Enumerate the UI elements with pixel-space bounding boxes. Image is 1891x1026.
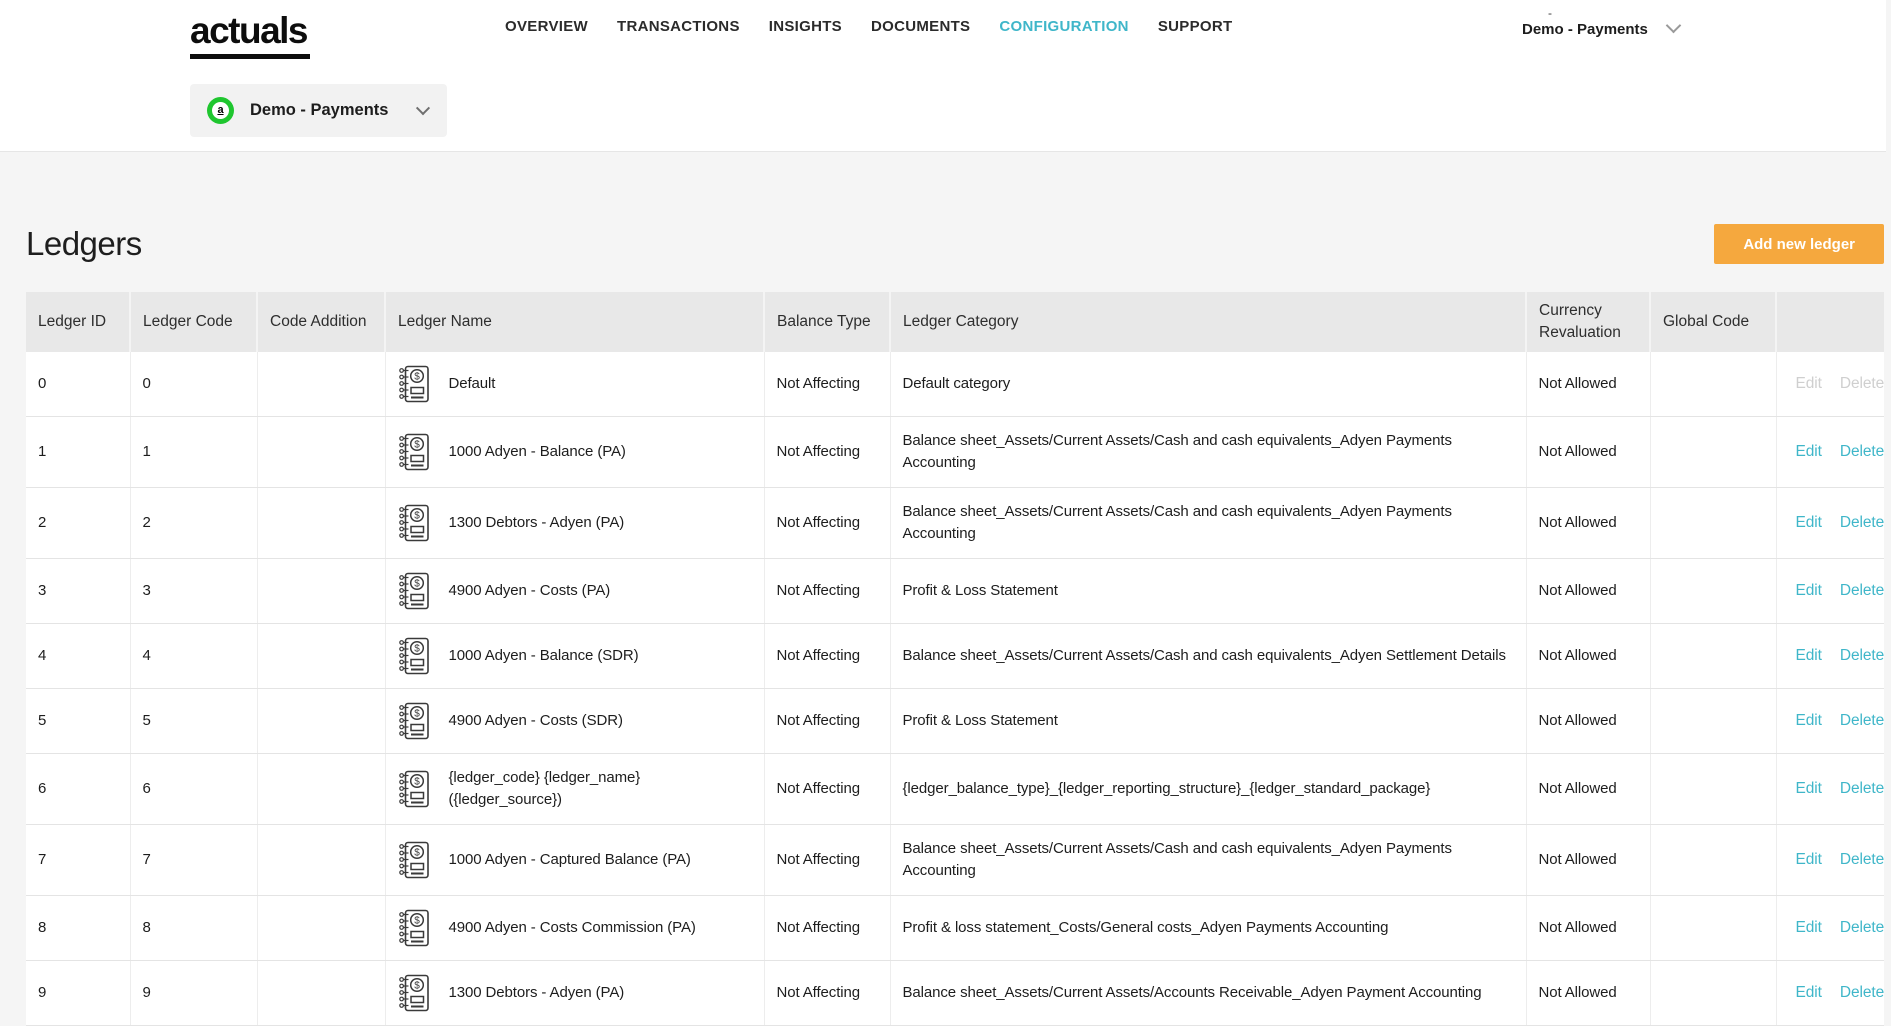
column-header-balance-type: Balance Type xyxy=(764,292,890,352)
cell-currency-revaluation: Not Allowed xyxy=(1526,961,1650,1026)
cell-currency-revaluation: Not Allowed xyxy=(1526,825,1650,896)
cell-ledger-name xyxy=(385,488,764,559)
cell-ledger-name xyxy=(385,559,764,624)
account-secondary-label: - xyxy=(1548,6,1552,20)
column-header-ledger-name: Ledger Name xyxy=(385,292,764,352)
cell-ledger-category: Profit & loss statement_Costs/General costs_Adyen Payments Accounting xyxy=(890,896,1526,961)
edit-link[interactable]: Edit xyxy=(1795,780,1822,797)
page-head xyxy=(26,152,1884,264)
row-actions xyxy=(1776,559,1884,624)
cell-balance-type: Not Affecting xyxy=(764,825,890,896)
edit-link[interactable]: Edit xyxy=(1795,582,1822,599)
column-header-currency-revaluation: Currency Revaluation xyxy=(1526,292,1650,352)
cell-ledger-id: 9 xyxy=(26,961,130,1026)
cell-ledger-name xyxy=(385,754,764,825)
account-label: Demo - Payments xyxy=(1522,21,1648,38)
ledger-book-icon xyxy=(398,433,431,471)
nav-item-transactions[interactable]: TRANSACTIONS xyxy=(616,18,740,35)
top-header xyxy=(0,0,1886,152)
cell-currency-revaluation: Not Allowed xyxy=(1526,754,1650,825)
ledger-name-text: 4900 Adyen - Costs (SDR) xyxy=(448,712,623,729)
add-new-ledger-button[interactable]: Add new ledger xyxy=(1714,224,1884,264)
cell-balance-type: Not Affecting xyxy=(764,559,890,624)
cell-global-code xyxy=(1650,689,1776,754)
cell-ledger-code: 6 xyxy=(130,754,257,825)
svg-text:$: $ xyxy=(413,439,420,451)
ledgers-table-wrap xyxy=(26,292,1884,1026)
cell-currency-revaluation: Not Allowed xyxy=(1526,896,1650,961)
column-header-ledger-code: Ledger Code xyxy=(130,292,257,352)
cell-code-addition xyxy=(257,559,385,624)
cell-global-code xyxy=(1650,624,1776,689)
cell-balance-type: Not Affecting xyxy=(764,417,890,488)
table-row xyxy=(26,488,1884,559)
cell-global-code xyxy=(1650,754,1776,825)
row-actions xyxy=(1776,417,1884,488)
cell-ledger-name xyxy=(385,689,764,754)
cell-ledger-category: Balance sheet_Assets/Current Assets/Cash and cash equivalents_Adyen Payments Accounting xyxy=(890,417,1526,488)
ledger-name-text: 1000 Adyen - Balance (PA) xyxy=(448,443,626,460)
row-actions xyxy=(1776,825,1884,896)
cell-currency-revaluation: Not Allowed xyxy=(1526,488,1650,559)
cell-global-code xyxy=(1650,417,1776,488)
cell-code-addition xyxy=(257,961,385,1026)
chevron-down-icon xyxy=(416,101,430,115)
svg-text:$: $ xyxy=(413,510,420,522)
ledger-book-icon xyxy=(398,702,431,740)
cell-ledger-id: 3 xyxy=(26,559,130,624)
ledger-name-text: 1300 Debtors - Adyen (PA) xyxy=(448,514,625,531)
ledger-name-text: 4900 Adyen - Costs (PA) xyxy=(448,582,611,599)
cell-currency-revaluation: Not Allowed xyxy=(1526,352,1650,417)
delete-link[interactable]: Delete xyxy=(1839,851,1885,868)
edit-link: Edit xyxy=(1795,375,1822,392)
cell-code-addition xyxy=(257,624,385,689)
cell-code-addition xyxy=(257,417,385,488)
cell-balance-type: Not Affecting xyxy=(764,689,890,754)
main-nav xyxy=(505,18,1232,35)
cell-ledger-name xyxy=(385,624,764,689)
cell-ledger-code: 0 xyxy=(130,352,257,417)
cell-ledger-category: Balance sheet_Assets/Current Assets/Cash and cash equivalents_Adyen Payments Accounting xyxy=(890,488,1526,559)
cell-balance-type: Not Affecting xyxy=(764,352,890,417)
cell-ledger-id: 5 xyxy=(26,689,130,754)
page-title: Ledgers xyxy=(26,224,142,262)
nav-item-overview[interactable]: OVERVIEW xyxy=(505,18,588,35)
row-actions xyxy=(1776,961,1884,1026)
cell-global-code xyxy=(1650,352,1776,417)
cell-code-addition xyxy=(257,896,385,961)
column-header-global-code: Global Code xyxy=(1650,292,1776,352)
table-row xyxy=(26,624,1884,689)
cell-ledger-name xyxy=(385,352,764,417)
edit-link[interactable]: Edit xyxy=(1795,647,1822,664)
ledgers-table xyxy=(26,292,1884,1026)
column-header-actions xyxy=(1776,292,1884,352)
edit-link[interactable]: Edit xyxy=(1795,443,1822,460)
table-header-row xyxy=(26,292,1884,352)
cell-code-addition xyxy=(257,488,385,559)
cell-ledger-code: 8 xyxy=(130,896,257,961)
delete-link[interactable]: Delete xyxy=(1839,647,1885,664)
ledger-book-icon xyxy=(398,770,431,808)
cell-balance-type: Not Affecting xyxy=(764,488,890,559)
ledger-name-text: 1000 Adyen - Balance (SDR) xyxy=(448,647,639,664)
svg-text:$: $ xyxy=(413,980,420,992)
account-selector[interactable] xyxy=(1522,8,1697,52)
cell-ledger-code: 4 xyxy=(130,624,257,689)
delete-link[interactable]: Delete xyxy=(1839,712,1885,729)
ledger-book-icon xyxy=(398,365,431,403)
cell-balance-type: Not Affecting xyxy=(764,896,890,961)
cell-ledger-id: 6 xyxy=(26,754,130,825)
svg-text:$: $ xyxy=(413,776,420,788)
cell-ledger-category: Default category xyxy=(890,352,1526,417)
cell-code-addition xyxy=(257,352,385,417)
cell-ledger-category: Profit & Loss Statement xyxy=(890,559,1526,624)
nav-item-documents[interactable]: DOCUMENTS xyxy=(871,18,971,35)
actuals-badge-icon: a xyxy=(207,97,234,124)
cell-ledger-name xyxy=(385,896,764,961)
edit-link[interactable]: Edit xyxy=(1795,514,1822,531)
svg-text:$: $ xyxy=(413,371,420,383)
cell-ledger-name xyxy=(385,961,764,1026)
cell-ledger-name xyxy=(385,825,764,896)
edit-link[interactable]: Edit xyxy=(1795,712,1822,729)
cell-currency-revaluation: Not Allowed xyxy=(1526,417,1650,488)
table-row xyxy=(26,754,1884,825)
cell-global-code xyxy=(1650,488,1776,559)
column-header-ledger-category: Ledger Category xyxy=(890,292,1526,352)
svg-text:$: $ xyxy=(413,847,420,859)
ledger-name-text: 1000 Adyen - Captured Balance (PA) xyxy=(448,851,691,868)
cell-code-addition xyxy=(257,754,385,825)
cell-balance-type: Not Affecting xyxy=(764,624,890,689)
row-actions xyxy=(1776,689,1884,754)
column-header-ledger-id: Ledger ID xyxy=(26,292,130,352)
row-actions xyxy=(1776,352,1884,417)
ledger-book-icon xyxy=(398,572,431,610)
cell-global-code xyxy=(1650,961,1776,1026)
cell-ledger-category: Profit & Loss Statement xyxy=(890,689,1526,754)
row-actions xyxy=(1776,624,1884,689)
table-row xyxy=(26,352,1884,417)
ledger-book-icon xyxy=(398,637,431,675)
table-row xyxy=(26,417,1884,488)
cell-ledger-id: 0 xyxy=(26,352,130,417)
ledger-name-text: 1300 Debtors - Adyen (PA) xyxy=(448,984,625,1001)
svg-text:$: $ xyxy=(413,708,420,720)
cell-ledger-code: 7 xyxy=(130,825,257,896)
cell-ledger-id: 4 xyxy=(26,624,130,689)
cell-currency-revaluation: Not Allowed xyxy=(1526,689,1650,754)
nav-item-configuration[interactable]: CONFIGURATION xyxy=(999,18,1129,35)
edit-link[interactable]: Edit xyxy=(1795,984,1822,1001)
row-actions xyxy=(1776,488,1884,559)
cell-code-addition xyxy=(257,689,385,754)
cell-ledger-code: 2 xyxy=(130,488,257,559)
edit-link[interactable]: Edit xyxy=(1795,919,1822,936)
cell-ledger-code: 9 xyxy=(130,961,257,1026)
ledger-book-icon xyxy=(398,504,431,542)
row-actions xyxy=(1776,754,1884,825)
delete-link[interactable]: Delete xyxy=(1839,514,1885,531)
ledger-book-icon xyxy=(398,974,431,1012)
delete-link[interactable]: Delete xyxy=(1839,582,1885,599)
ledger-name-text: 4900 Adyen - Costs Commission (PA) xyxy=(448,919,696,936)
cell-global-code xyxy=(1650,825,1776,896)
nav-item-support[interactable]: SUPPORT xyxy=(1157,18,1233,35)
delete-link[interactable]: Delete xyxy=(1839,984,1885,1001)
cell-balance-type: Not Affecting xyxy=(764,961,890,1026)
ledger-name-text: Default xyxy=(448,375,496,392)
cell-ledger-category: Balance sheet_Assets/Current Assets/Cash and cash equivalents_Adyen Settlement Details xyxy=(890,624,1526,689)
content-area xyxy=(0,152,1886,1026)
ledger-name-text: {ledger_code} {ledger_name} ({ledger_source}) xyxy=(448,769,641,808)
delete-link: Delete xyxy=(1839,375,1885,392)
ledger-book-icon xyxy=(398,909,431,947)
cell-global-code xyxy=(1650,896,1776,961)
cell-ledger-code: 1 xyxy=(130,417,257,488)
cell-ledger-category: Balance sheet_Assets/Current Assets/Accounts Receivable_Adyen Payment Accounting xyxy=(890,961,1526,1026)
delete-link[interactable]: Delete xyxy=(1839,780,1885,797)
cell-ledger-id: 2 xyxy=(26,488,130,559)
cell-currency-revaluation: Not Allowed xyxy=(1526,624,1650,689)
svg-text:$: $ xyxy=(413,915,420,927)
ledger-book-icon xyxy=(398,841,431,879)
delete-link[interactable]: Delete xyxy=(1839,443,1885,460)
cell-ledger-id: 8 xyxy=(26,896,130,961)
table-row xyxy=(26,961,1884,1026)
ledger-table-body xyxy=(26,352,1884,1026)
delete-link[interactable]: Delete xyxy=(1839,919,1885,936)
cell-currency-revaluation: Not Allowed xyxy=(1526,559,1650,624)
cell-ledger-id: 7 xyxy=(26,825,130,896)
svg-text:$: $ xyxy=(413,643,420,655)
svg-text:$: $ xyxy=(413,578,420,590)
table-row xyxy=(26,689,1884,754)
row-actions xyxy=(1776,896,1884,961)
chevron-down-icon xyxy=(1666,18,1682,34)
workspace-label: Demo - Payments xyxy=(250,101,389,119)
cell-code-addition xyxy=(257,825,385,896)
cell-ledger-code: 3 xyxy=(130,559,257,624)
column-header-code-addition: Code Addition xyxy=(257,292,385,352)
cell-ledger-id: 1 xyxy=(26,417,130,488)
workspace-selector[interactable] xyxy=(190,84,447,137)
edit-link[interactable]: Edit xyxy=(1795,851,1822,868)
cell-balance-type: Not Affecting xyxy=(764,754,890,825)
table-row xyxy=(26,559,1884,624)
cell-ledger-code: 5 xyxy=(130,689,257,754)
cell-ledger-category: {ledger_balance_type}_{ledger_reporting_structure}_{ledger_standard_package} xyxy=(890,754,1526,825)
table-row xyxy=(26,896,1884,961)
cell-ledger-category: Balance sheet_Assets/Current Assets/Cash and cash equivalents_Adyen Payments Accounting xyxy=(890,825,1526,896)
cell-global-code xyxy=(1650,559,1776,624)
table-row xyxy=(26,825,1884,896)
nav-item-insights[interactable]: INSIGHTS xyxy=(768,18,842,35)
actuals-logo[interactable]: actuals xyxy=(190,10,310,59)
cell-ledger-name xyxy=(385,417,764,488)
